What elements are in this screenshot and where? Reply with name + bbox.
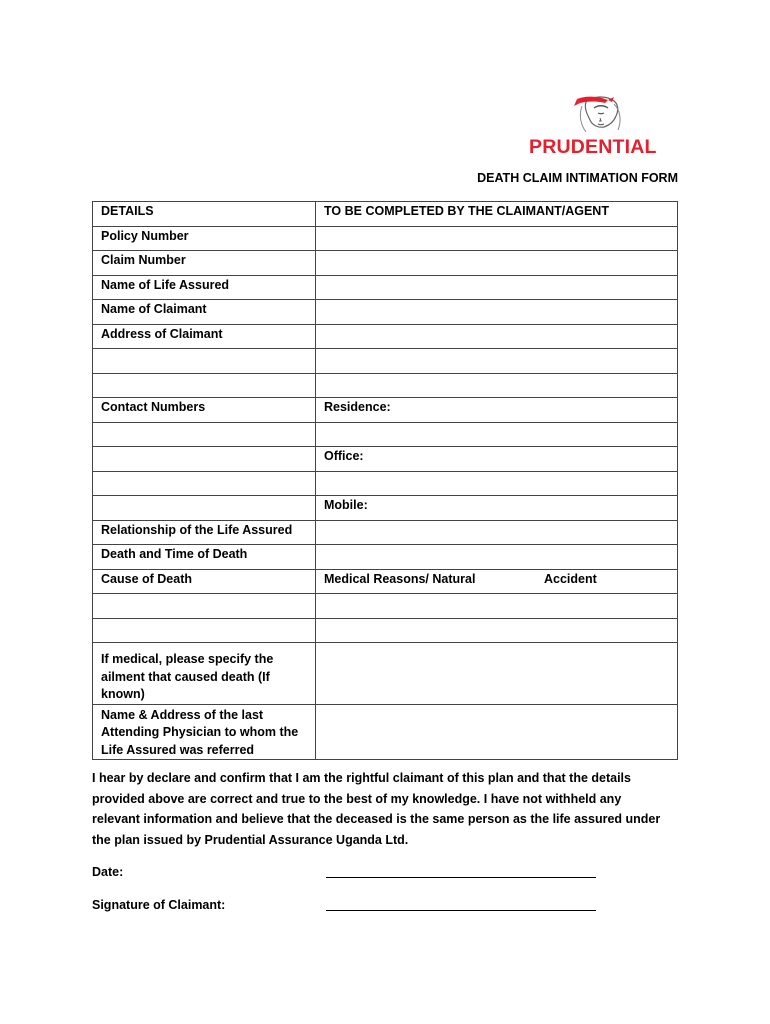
office-field[interactable]: [316, 471, 678, 496]
death-time-label: Death and Time of Death: [93, 545, 316, 570]
blank-cell[interactable]: [93, 594, 316, 619]
table-row: [93, 545, 678, 570]
cause-of-death-label: Cause of Death: [93, 569, 316, 594]
table-row: [93, 251, 678, 276]
table-row: [93, 226, 678, 251]
table-row: [93, 643, 678, 705]
claimant-name-label: Name of Claimant: [93, 300, 316, 325]
table-row: [93, 398, 678, 423]
table-row: [93, 324, 678, 349]
physician-label: Name & Address of the last Attending Physician to whom the Life Assured was referred: [93, 704, 316, 760]
table-row: [93, 704, 678, 760]
claimant-address-field-2[interactable]: [316, 349, 678, 374]
physician-field[interactable]: [316, 704, 678, 760]
date-label: Date:: [92, 865, 124, 879]
details-header: DETAILS: [93, 202, 316, 227]
life-assured-label: Name of Life Assured: [93, 275, 316, 300]
ailment-label: If medical, please specify the ailment that caused death (If known): [93, 643, 316, 705]
claim-number-label: Claim Number: [93, 251, 316, 276]
table-row: [93, 275, 678, 300]
table-row: [93, 447, 678, 472]
prudence-head-icon: [574, 92, 628, 134]
table-row: [93, 300, 678, 325]
date-row: [92, 865, 123, 879]
relationship-label: Relationship of the Life Assured: [93, 520, 316, 545]
residence-label[interactable]: Residence:: [316, 398, 678, 423]
accident-option[interactable]: Accident: [544, 571, 597, 586]
office-label[interactable]: Office:: [316, 447, 678, 472]
mobile-label[interactable]: Mobile:: [316, 496, 678, 521]
table-row: [93, 520, 678, 545]
table-row: [93, 349, 678, 374]
table-header-row: [93, 202, 678, 227]
policy-number-label: Policy Number: [93, 226, 316, 251]
claimant-address-label: Address of Claimant: [93, 324, 316, 349]
prudential-logo: [526, 92, 678, 158]
life-assured-field[interactable]: [316, 275, 678, 300]
cause-options-cell: [316, 569, 678, 594]
form-title: DEATH CLAIM INTIMATION FORM: [477, 171, 678, 185]
brand-name: PRUDENTIAL: [529, 136, 657, 158]
ailment-field[interactable]: [316, 643, 678, 705]
blank-cell[interactable]: [93, 447, 316, 472]
claimant-address-field-3[interactable]: [316, 373, 678, 398]
table-row: [93, 618, 678, 643]
medical-natural-option[interactable]: Medical Reasons/ Natural: [324, 571, 476, 586]
policy-number-field[interactable]: [316, 226, 678, 251]
contact-numbers-label: Contact Numbers: [93, 398, 316, 423]
declaration-text: I hear by declare and confirm that I am the rightful claimant of this plan and that the details provided above are correct and true to the best of my knowledge. I have not withheld any relevant information and believe that the deceased is the same person as the life assured under the plan issued by Prudential Assurance Uganda Ltd.: [92, 771, 661, 847]
table-row: [93, 594, 678, 619]
claimant-name-field[interactable]: [316, 300, 678, 325]
blank-cell[interactable]: [93, 349, 316, 374]
cause-field[interactable]: [316, 594, 678, 619]
signature-field[interactable]: [326, 910, 596, 911]
table-row: [93, 569, 678, 594]
blank-cell[interactable]: [93, 422, 316, 447]
table-row: [93, 422, 678, 447]
claimant-address-field[interactable]: [316, 324, 678, 349]
claim-number-field[interactable]: [316, 251, 678, 276]
completed-by-header: TO BE COMPLETED BY THE CLAIMANT/AGENT: [316, 202, 678, 227]
relationship-field[interactable]: [316, 520, 678, 545]
claim-details-table: [92, 201, 678, 760]
blank-cell[interactable]: [93, 373, 316, 398]
signature-label: Signature of Claimant:: [92, 898, 226, 912]
death-time-field[interactable]: [316, 545, 678, 570]
cause-field-2[interactable]: [316, 618, 678, 643]
blank-cell[interactable]: [93, 471, 316, 496]
table-row: [93, 373, 678, 398]
signature-row: [92, 898, 225, 912]
blank-cell[interactable]: [93, 496, 316, 521]
residence-field[interactable]: [316, 422, 678, 447]
table-row: [93, 471, 678, 496]
date-field[interactable]: [326, 877, 596, 878]
blank-cell[interactable]: [93, 618, 316, 643]
table-row: [93, 496, 678, 521]
